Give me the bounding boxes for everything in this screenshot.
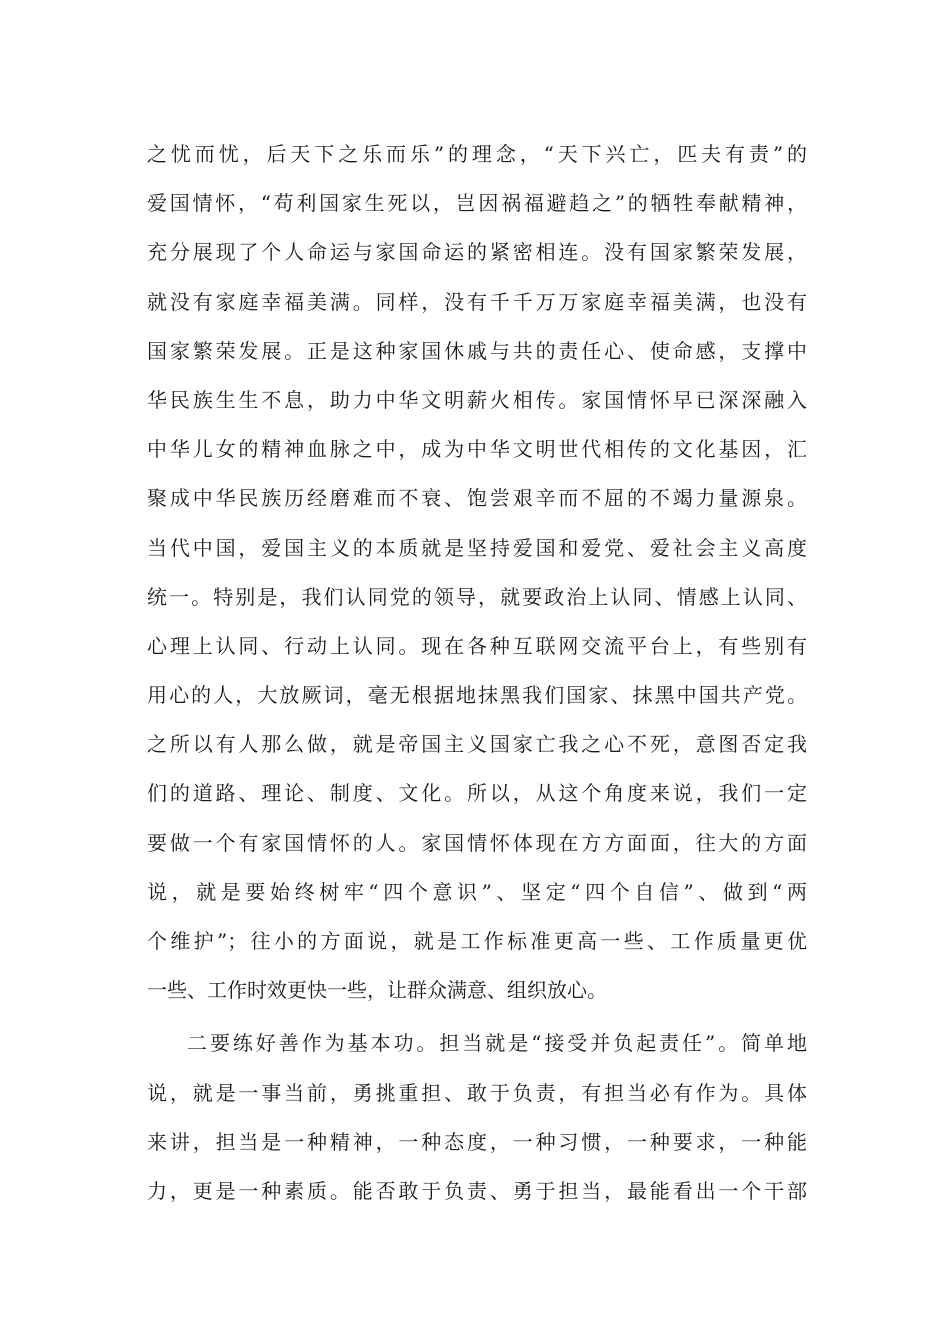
- text-line: 就没有家庭幸福美满。同样，没有千千万万家庭幸福美满，也没有: [147, 289, 807, 314]
- text-line: 之所以有人那么做，就是帝国主义国家亡我之心不死，意图否定我: [147, 732, 807, 757]
- paragraph-2: [147, 1019, 807, 1216]
- text-line: 一些、工作时效更快一些，让群众满意、组织放心。: [147, 978, 607, 1003]
- text-line: 心理上认同、行动上认同。现在各种互联网交流平台上，有些别有: [147, 633, 807, 658]
- text-line: 力，更是一种素质。能否敢于负责、勇于担当，最能看出一个干部: [147, 1178, 807, 1203]
- text-line: 聚成中华民族历经磨难而不衰、饱尝艰辛而不屈的不竭力量源泉。: [147, 486, 807, 511]
- text-line: 国家繁荣发展。正是这种家国休戚与共的责任心、使命感，支撑中: [147, 338, 807, 363]
- text-line: 当代中国，爱国主义的本质就是坚持爱国和爱党、爱社会主义高度: [147, 535, 807, 560]
- text-line: 充分展现了个人命运与家国命运的紧密相连。没有国家繁荣发展，: [147, 240, 807, 265]
- text-line: 们的道路、理论、制度、文化。所以，从这个角度来说，我们一定: [147, 781, 807, 806]
- text-line: 用心的人，大放厥词，毫无根据地抹黑我们国家、抹黑中国共产党。: [147, 683, 807, 708]
- text-line: 说，就是一事当前，勇挑重担、敢于负责，有担当必有作为。具体: [147, 1080, 807, 1105]
- text-line: 来讲，担当是一种精神，一种态度，一种习惯，一种要求，一种能: [147, 1129, 807, 1154]
- text-line: 要做一个有家国情怀的人。家国情怀体现在方方面面，往大的方面: [147, 830, 807, 855]
- document-body: [147, 130, 807, 1216]
- text-line: 统一。特别是，我们认同党的领导，就要政治上认同、情感上认同、: [147, 584, 807, 609]
- paragraph-1: [147, 130, 807, 1015]
- text-line: 个维护”；往小的方面说，就是工作标准更高一些、工作质量更优: [147, 929, 807, 953]
- text-line: 爱国情怀，“苟利国家生死以，岂因祸福避趋之”的牺牲奉献精神，: [147, 191, 807, 216]
- text-line: 华民族生生不息，助力中华文明薪火相传。家国情怀早已深深融入: [147, 387, 807, 412]
- text-line: 之忧而忧，后天下之乐而乐”的理念，“天下兴亡，匹夫有责”的: [147, 142, 807, 166]
- text-line: 中华儿女的精神血脉之中，成为中华文明世代相传的文化基因，汇: [147, 437, 807, 462]
- text-line: 说，就是要始终树牢“四个意识”、坚定“四个自信”、做到“两: [147, 879, 807, 904]
- text-line: 二要练好善作为基本功。担当就是“接受并负起责任”。简单地: [187, 1031, 807, 1056]
